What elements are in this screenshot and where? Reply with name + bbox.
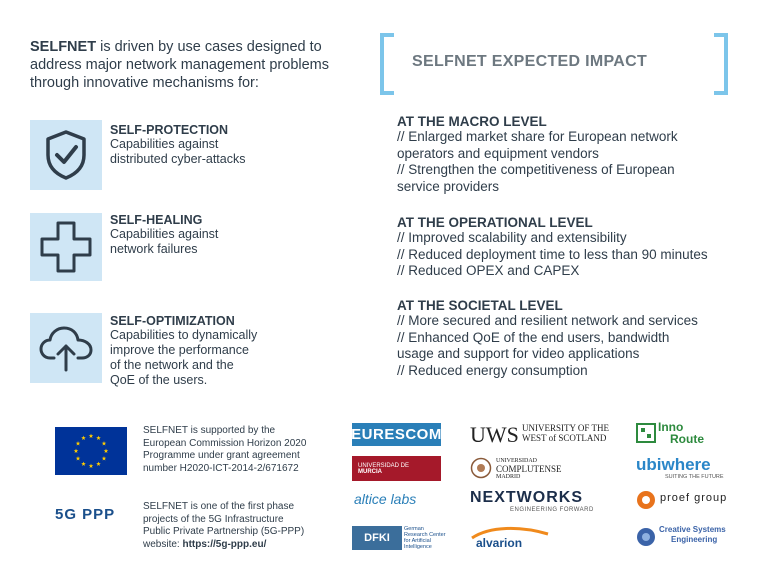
feature-desc-line: Capabilities against: [110, 137, 219, 151]
feature-desc-line: Capabilities against: [110, 227, 219, 241]
uws-line: UNIVERSITY OF THE: [522, 423, 609, 433]
level-item: usage and support for video applications: [397, 346, 640, 361]
complutense-seal-icon: [470, 457, 492, 479]
feature-desc-line: QoE of the users.: [110, 373, 208, 387]
intro-brand: SELFNET: [30, 39, 97, 55]
innoroute-mark-icon: [636, 423, 656, 443]
complutense-line: COMPLUTENSE: [496, 464, 562, 474]
level-item: // Enhanced QoE of the end users, bandwidth: [397, 329, 670, 345]
feature-desc-line: Capabilities to dynamically: [110, 328, 258, 342]
eu-support-text: [143, 425, 306, 475]
feature-title: SELF-PROTECTION: [110, 123, 229, 137]
ubiwhere-tagline: SUITING THE FUTURE: [665, 474, 724, 480]
ppp-text: [143, 501, 304, 551]
feature-desc-line: network failures: [110, 242, 198, 256]
level-item: // Reduced deployment time to less than 90 minutes: [397, 246, 708, 262]
eu-text-line: European Commission Horizon 2020: [143, 437, 307, 449]
eurescom-logo: EURESCOM: [352, 423, 441, 446]
complutense-logo-text: [496, 458, 562, 481]
dfki-line: Intelligence: [404, 544, 432, 550]
level-title: AT THE OPERATIONAL LEVEL: [397, 215, 593, 230]
level-item: // Reduced OPEX and CAPEX: [397, 263, 580, 278]
impact-macro: [397, 114, 757, 195]
level-item: service providers: [397, 178, 500, 194]
self-healing-block: [110, 213, 218, 257]
nextworks-logo: NEXTWORKS: [470, 489, 583, 506]
murcia-line: MURCIA: [358, 468, 382, 475]
ppp-text-line: SELFNET is one of the first phase: [143, 501, 295, 512]
5g-ppp-logo: 5G PPP: [55, 506, 116, 523]
feature-title: SELF-OPTIMIZATION: [110, 314, 235, 328]
proef-mark-icon: [636, 490, 656, 510]
cse-line: Creative Systems: [659, 525, 726, 534]
innoroute-line: Route: [670, 432, 704, 446]
dfki-line: Research Center: [404, 532, 446, 538]
level-item: // Enlarged market share for European network: [397, 129, 678, 144]
self-optimization-block: [110, 314, 257, 388]
uws-mark: UWS: [470, 422, 519, 447]
level-item: operators and equipment vendors: [397, 145, 599, 161]
intro-body: is driven by use cases designed to address major network management problems through innovative mechanisms for:: [30, 39, 329, 91]
self-healing-icon-box: [30, 213, 102, 281]
shield-check-icon: [44, 129, 88, 181]
ppp-website-label: website:: [143, 538, 183, 550]
right-bracket-icon: [710, 33, 730, 95]
proef-group-logo: proef group: [660, 492, 728, 504]
ubiwhere-logo: ubiwhere: [636, 455, 711, 474]
cloud-upload-icon: [38, 324, 94, 372]
self-protection-block: [110, 123, 245, 167]
eu-text-line: Programme under grant agreement: [143, 450, 300, 461]
dfki-line: for Artificial: [404, 538, 431, 544]
dfki-text: [404, 526, 446, 550]
intro-text: [30, 38, 370, 92]
altice-labs-logo: altice labs: [354, 491, 417, 507]
ppp-text-line: projects of the 5G Infrastructure: [143, 513, 284, 525]
uws-line: WEST of SCOTLAND: [522, 433, 607, 443]
innoroute-logo: [658, 421, 704, 445]
feature-desc-line: improve the performance: [110, 343, 249, 357]
murcia-line: UNIVERSIDAD DE: [358, 462, 410, 469]
uws-logo-text: [522, 423, 609, 443]
plus-cross-icon: [38, 219, 94, 275]
murcia-logo: [352, 456, 441, 481]
level-title: AT THE SOCIETAL LEVEL: [397, 298, 563, 313]
nextworks-tagline: ENGINEERING FORWARD: [510, 507, 594, 513]
feature-desc-line: distributed cyber-attacks: [110, 152, 246, 166]
impact-operational: [397, 215, 757, 280]
creative-systems-logo: [659, 525, 726, 545]
dfki-line: German: [404, 526, 424, 532]
feature-desc-line: of the network and the: [110, 358, 234, 372]
self-optimization-icon-box: [30, 313, 102, 383]
feature-title: SELF-HEALING: [110, 213, 203, 227]
level-title: AT THE MACRO LEVEL: [397, 114, 547, 129]
cse-line: Engineering: [671, 535, 718, 544]
complutense-line: UNIVERSIDAD: [496, 458, 537, 464]
eu-text-line: SELFNET is supported by the: [143, 425, 276, 436]
self-protection-icon-box: [30, 120, 102, 190]
eu-text-line: number H2020-ICT-2014-2/671672: [143, 462, 299, 474]
dfki-logo: DFKI: [352, 526, 402, 550]
ppp-text-line: Public Private Partnership (5G-PPP): [143, 526, 305, 537]
impact-title: SELFNET EXPECTED IMPACT: [412, 53, 648, 70]
left-bracket-icon: [378, 33, 398, 95]
eu-flag-icon: [55, 427, 127, 475]
alvarion-logo: alvarion: [476, 536, 523, 550]
ppp-website-link[interactable]: https://5g-ppp.eu/: [182, 538, 267, 550]
impact-societal: [397, 298, 757, 379]
level-item: // More secured and resilient network and services: [397, 313, 698, 328]
level-item: // Strengthen the competitiveness of European: [397, 162, 675, 177]
ppp-website-line: [143, 539, 304, 552]
level-item: // Reduced energy consumption: [397, 362, 588, 378]
complutense-line: MADRID: [496, 474, 521, 480]
innoroute-line: Inno: [658, 420, 684, 434]
cse-mark-icon: [636, 527, 656, 547]
level-item: // Improved scalability and extensibility: [397, 230, 627, 245]
